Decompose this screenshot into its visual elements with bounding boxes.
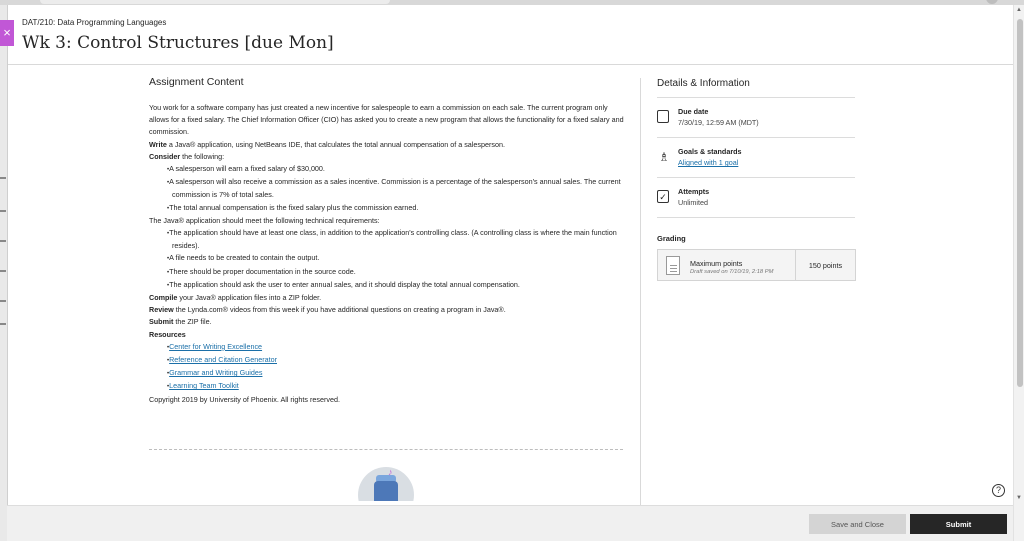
list-item: [149, 341, 627, 354]
write-text: a Java® application, using NetBeans IDE, that calculates the total annual compensation of a salesperson.: [166, 139, 505, 149]
course-name: DAT/210: Data Programming Languages: [22, 18, 167, 27]
content-divider: [149, 449, 623, 450]
details-sidebar: [657, 78, 857, 281]
resources-list: [149, 341, 627, 394]
submit-keyword: Submit: [149, 317, 174, 327]
list-item: • The application should ask the user to enter annual sales, and it should display the total annual compensation.: [149, 279, 627, 292]
background-page: [0, 5, 7, 541]
review-instruction: [149, 304, 627, 316]
due-date-label: Due date: [678, 107, 709, 116]
list-item: [149, 367, 627, 380]
grading-title: Grading: [657, 234, 686, 243]
checkbox-icon: ✓: [657, 190, 669, 203]
trophy-icon: ♗: [658, 150, 670, 164]
max-points-value: 150 points: [808, 261, 843, 270]
assignment-content: [149, 76, 627, 406]
max-points-label: Maximum points: [690, 259, 743, 268]
help-icon[interactable]: ?: [992, 484, 1005, 497]
resource-link-grammar[interactable]: Grammar and Writing Guides: [169, 368, 263, 378]
resource-link-team[interactable]: Learning Team Toolkit: [169, 381, 239, 391]
save-and-close-button[interactable]: Save and Close: [809, 514, 906, 534]
browser-menu-icon: [986, 0, 998, 4]
attempts-item: [657, 178, 855, 218]
goals-link[interactable]: Aligned with 1 goal: [678, 158, 739, 167]
assignment-body: [149, 102, 627, 406]
draft-saved-text: Draft saved on 7/10/19, 2:18 PM: [690, 269, 774, 275]
compile-keyword: Compile: [149, 293, 178, 303]
background-mark: [0, 177, 6, 179]
list-item: [149, 354, 627, 367]
due-date-value: 7/30/19, 12:59 AM (MDT): [678, 118, 759, 127]
compile-instruction: [149, 292, 627, 304]
consider-keyword: Consider: [149, 151, 181, 161]
write-keyword: Write: [149, 139, 167, 149]
list-item: [149, 380, 627, 393]
attempts-label: Attempts: [678, 187, 710, 196]
scrollbar-thumb[interactable]: [1017, 19, 1023, 387]
resources-title: Resources: [149, 329, 186, 339]
goals-item: [657, 138, 855, 178]
submit-text: the ZIP file.: [173, 317, 212, 327]
consider-instruction: [149, 151, 627, 163]
background-mark: [0, 323, 6, 325]
requirements-intro: The Java® application should meet the following technical requirements:: [149, 215, 380, 225]
assignment-content-title: Assignment Content: [149, 76, 244, 88]
music-note-icon: ♪: [388, 467, 393, 477]
background-mark: [0, 300, 6, 302]
list-item: • There should be proper documentation in the source code.: [149, 266, 627, 279]
scrollbar[interactable]: [1013, 5, 1024, 541]
scroll-up-icon[interactable]: ▲: [1016, 7, 1022, 13]
list-item: • The application should have at least one class, in addition to the application's controlling class. (A controlling class is where the main function resides).: [149, 227, 627, 252]
list-item: • The total annual compensation is the fixed salary plus the commission earned.: [149, 202, 627, 215]
requirements-list: [149, 227, 627, 292]
close-icon: ×: [3, 25, 11, 40]
goals-label: Goals & standards: [678, 147, 742, 156]
copyright: Copyright 2019 by University of Phoenix. All rights reserved.: [149, 394, 340, 404]
write-instruction: [149, 139, 627, 151]
footer-bar: [7, 505, 1013, 541]
background-mark: [0, 240, 6, 242]
illustration-typewriter-body: [374, 481, 398, 501]
intro-paragraph: You work for a software company has just created a new incentive for salespeople to earn a commission on each sale. The current program only allows for a fixed salary. The Chief Information Officer (CIO) has asked you to create a new program that allows the functionality for a fixed salary and commission.: [149, 103, 624, 137]
calendar-icon: [657, 110, 669, 123]
consider-text: the following:: [180, 151, 225, 161]
submit-button[interactable]: Submit: [910, 514, 1007, 534]
attempts-value: Unlimited: [678, 198, 708, 207]
sidebar-divider: [640, 78, 641, 508]
list-item: • A salesperson will earn a fixed salary of $30,000.: [149, 163, 627, 176]
document-icon: [666, 256, 680, 275]
resource-link-writing[interactable]: Center for Writing Excellence: [169, 341, 263, 351]
close-panel-button[interactable]: [0, 20, 14, 46]
grading-box[interactable]: [657, 249, 856, 281]
panel-header: [8, 5, 1014, 65]
submit-instruction: [149, 316, 627, 328]
resource-link-citation[interactable]: Reference and Citation Generator: [169, 355, 277, 365]
page-title: Wk 3: Control Structures [due Mon]: [22, 33, 334, 53]
compile-text: your Java® application files into a ZIP folder.: [177, 293, 322, 303]
browser-tab: [40, 0, 390, 4]
background-mark: [0, 270, 6, 272]
scroll-down-icon[interactable]: ▼: [1016, 495, 1022, 501]
submission-illustration: [358, 467, 414, 501]
review-text: the Lynda.com® videos from this week if you have additional questions on creating a program in Java®.: [173, 305, 506, 315]
list-item: • A file needs to be created to contain the output.: [149, 252, 627, 265]
details-title: Details & Information: [657, 78, 750, 89]
review-keyword: Review: [149, 305, 174, 315]
consider-list: [149, 163, 627, 215]
background-mark: [0, 210, 6, 212]
due-date-item: [657, 98, 855, 138]
list-item: • A salesperson will also receive a commission as a sales incentive. Commission is a percentage of the salesperson's annual sales. The current commission is 7% of total sales.: [149, 176, 627, 201]
